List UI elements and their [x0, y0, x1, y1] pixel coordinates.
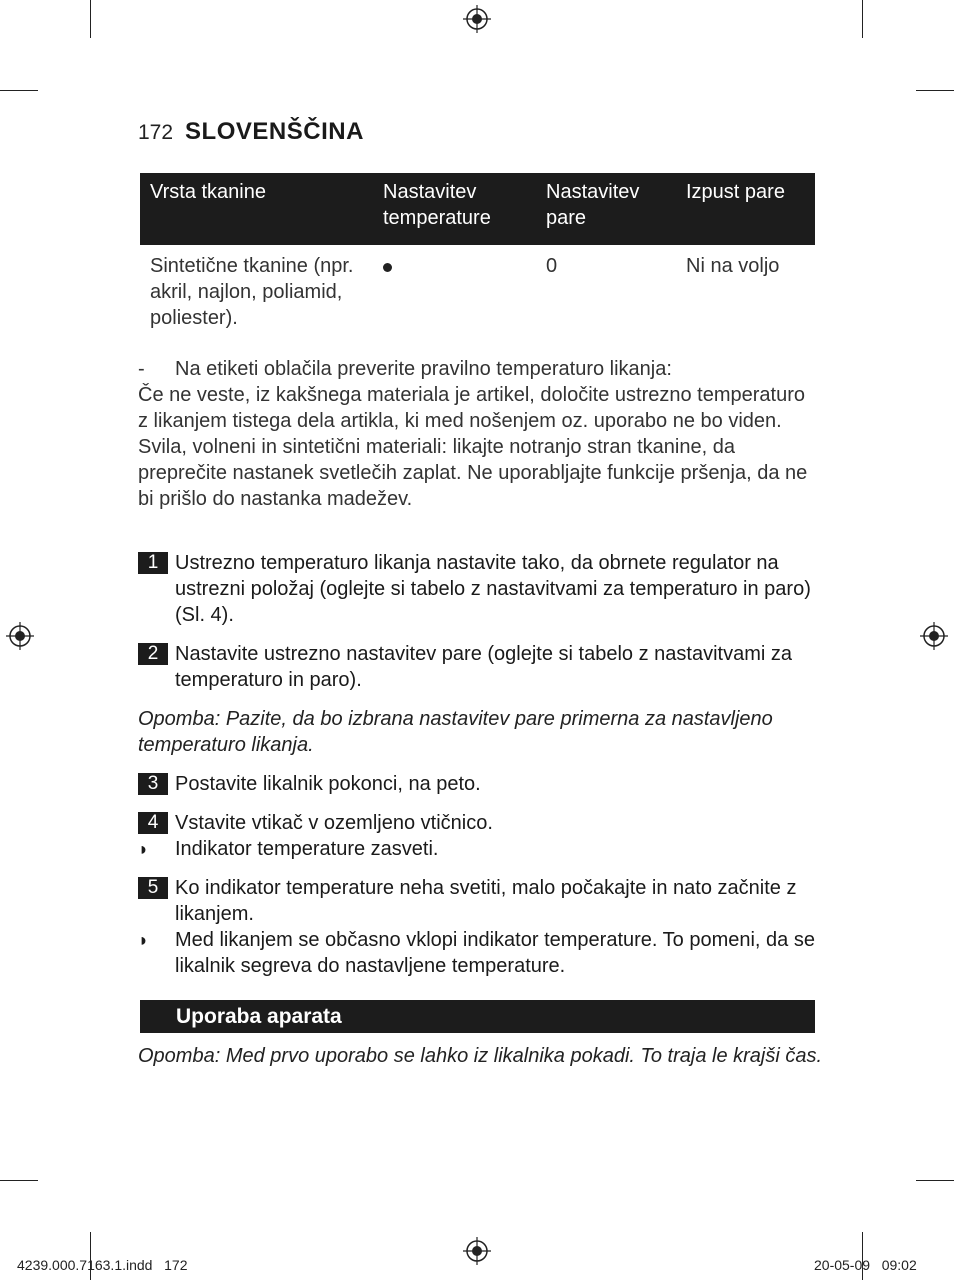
registration-mark-icon [463, 5, 491, 33]
intro-text [138, 356, 818, 512]
dash-bullet: - [138, 358, 145, 380]
footer-file-info: 4239.000.7163.1.indd 172 [17, 1257, 188, 1273]
note-text: Opomba: Pazite, da bo izbrana nastavitev pare primerna za nastavljeno temperaturo likanja. [138, 708, 773, 756]
step-item [138, 641, 818, 693]
temperature-cell [373, 245, 536, 337]
intro-paragraph: Svila, volneni in sintetični materiali: likajte notranjo stran tkanine, da preprečite nastanek svetlečih zaplat. Ne uporabljajte funkcije pršenja, da ne bi prišlo do nastanka madežev. [138, 436, 808, 510]
step-number: 2 [138, 643, 168, 665]
registration-mark-icon [920, 622, 948, 650]
section-heading: Uporaba aparata [140, 1000, 815, 1033]
step-item [138, 875, 818, 927]
page-number: 172 [138, 121, 174, 144]
registration-mark-icon [6, 622, 34, 650]
step-text: Vstavite vtikač v ozemljeno vtičnico. [175, 812, 493, 834]
crop-mark [0, 1180, 38, 1181]
step-text: Nastavite ustrezno nastavitev pare (oglejte si tabelo z nastavitvami za temperaturo in paro). [175, 643, 792, 691]
step-number: 5 [138, 877, 168, 899]
table-row [140, 245, 815, 337]
crop-mark [0, 90, 38, 91]
note-text: Opomba: Med prvo uporabo se lahko iz likalnika pokadi. To traja le krajši čas. [138, 1045, 823, 1067]
result-item [138, 836, 818, 862]
crop-mark [862, 0, 863, 38]
footer-date: 20-05-09 09:02 [814, 1257, 917, 1273]
result-text: Indikator temperature zasveti. [175, 838, 439, 860]
step-text: Ustrezno temperaturo likanja nastavite tako, da obrnete regulator na ustrezni položaj (oglejte si tabelo z nastavitvami za temperaturo in paro) (Sl. 4). [175, 552, 811, 626]
release-cell: Ni na voljo [686, 255, 780, 277]
page-header [138, 118, 364, 146]
step-number: 1 [138, 552, 168, 574]
temperature-dot-icon [383, 263, 392, 272]
step-number: 3 [138, 773, 168, 795]
column-header: Izpust pare [676, 173, 815, 245]
registration-mark-icon [463, 1237, 491, 1265]
column-header: Vrsta tkanine [140, 173, 373, 245]
intro-line: Na etiketi oblačila preverite pravilno temperaturo likanja: [175, 358, 672, 380]
result-arrow-icon: ◗ [138, 930, 149, 950]
crop-mark [90, 0, 91, 38]
crop-mark [916, 90, 954, 91]
table-header-row [140, 173, 815, 245]
fabric-cell: Sintetične tkanine (npr. akril, najlon, poliamid, poliester). [150, 255, 354, 329]
settings-table [140, 173, 815, 337]
intro-paragraph: Če ne veste, iz kakšnega materiala je artikel, določite ustrezno temperaturo z likanjem tistega dela artikla, ki med nošenjem oz. uporabo ne bo viden. [138, 384, 806, 432]
column-header: Nastavitev temperature [373, 173, 536, 245]
step-text: Ko indikator temperature neha svetiti, malo počakajte in nato začnite z likanjem. [175, 877, 797, 925]
step-item [138, 810, 818, 836]
result-item [138, 927, 818, 979]
column-header: Nastavitev pare [536, 173, 676, 245]
step-number: 4 [138, 812, 168, 834]
page-title: SLOVENŠČINA [185, 118, 364, 145]
steam-cell: 0 [546, 255, 558, 277]
result-text: Med likanjem se občasno vklopi indikator temperature. To pomeni, da se likalnik segreva do nastavljene temperature. [175, 929, 815, 977]
step-item [138, 550, 818, 628]
result-arrow-icon: ◗ [138, 839, 149, 859]
step-text: Postavite likalnik pokonci, na peto. [175, 773, 481, 795]
step-item [138, 771, 818, 797]
crop-mark [916, 1180, 954, 1181]
